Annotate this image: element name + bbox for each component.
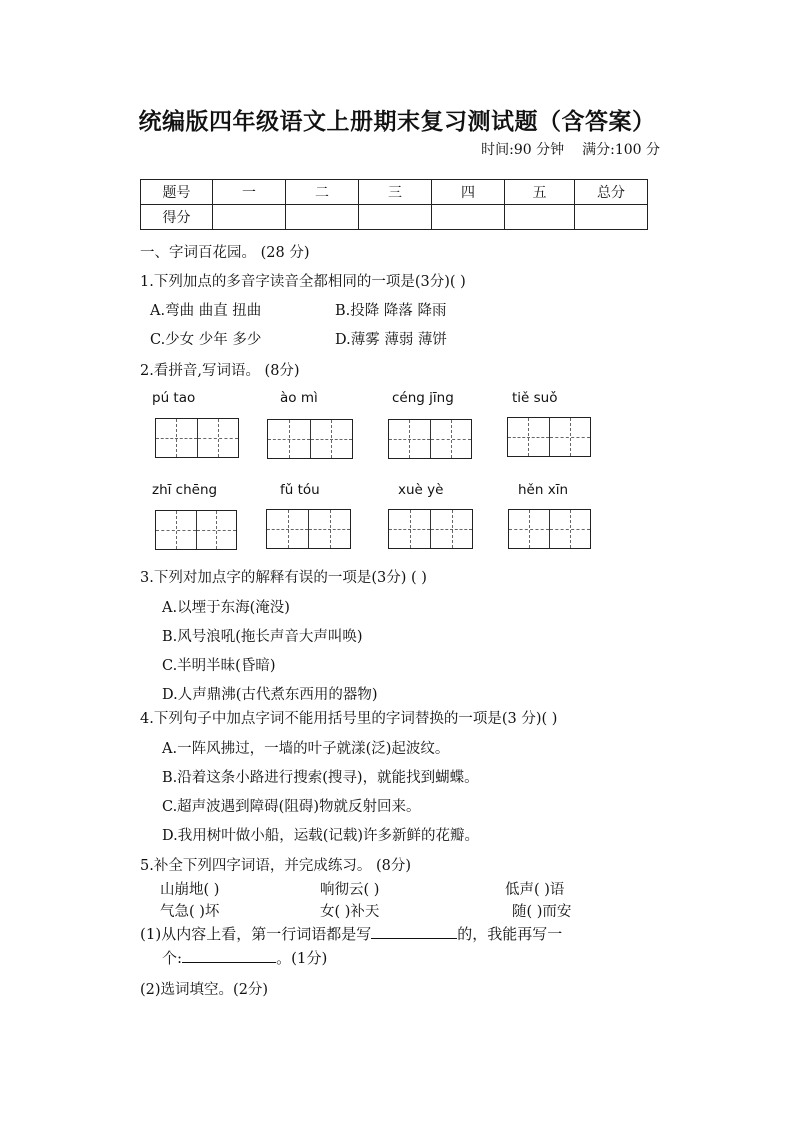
q5-sub1-text: (1)从内容上看，第一行词语都是写 bbox=[140, 925, 372, 943]
score-header-cell: 总分 bbox=[575, 180, 648, 205]
score-table-header-row bbox=[141, 180, 648, 205]
writing-grid[interactable] bbox=[267, 419, 353, 459]
pinyin-label: xuè yè bbox=[398, 482, 444, 498]
answer-blank[interactable] bbox=[182, 948, 276, 963]
idiom-blank: 山崩地( ) bbox=[160, 882, 220, 898]
score-header-cell: 题号 bbox=[141, 180, 213, 205]
score-header-cell: 三 bbox=[359, 180, 432, 205]
q5-sub1-text: 的，我能再写一 bbox=[457, 925, 563, 943]
q4-option-b: B.沿着这条小路进行搜索(搜寻)，就能找到蝴蝶。 bbox=[162, 770, 479, 786]
q3-option-c: C.半明半昧(昏暗) bbox=[162, 658, 276, 674]
q2-stem: 2.看拼音,写词语。 (8分) bbox=[140, 363, 300, 379]
q5-sub1-line1 bbox=[140, 923, 562, 944]
q5-stem: 5.补全下列四字词语，并完成练习。 (8分) bbox=[140, 858, 411, 874]
exam-meta bbox=[463, 139, 660, 159]
score-header-cell: 五 bbox=[505, 180, 575, 205]
writing-grid[interactable] bbox=[266, 509, 351, 549]
pinyin-label: ào mì bbox=[280, 390, 318, 406]
writing-grid[interactable] bbox=[508, 509, 591, 549]
q5-sub1-line2 bbox=[162, 947, 327, 968]
q4-option-d: D.我用树叶做小船，运载(记载)许多新鲜的花瓣。 bbox=[162, 828, 480, 844]
idiom-blank: 低声( )语 bbox=[505, 882, 565, 898]
score-cell[interactable] bbox=[213, 205, 286, 230]
score-cell[interactable] bbox=[359, 205, 432, 230]
pinyin-label: tiě suǒ bbox=[512, 390, 558, 406]
q4-stem: 4.下列句子中加点字词不能用括号里的字词替换的一项是(3 分)( ) bbox=[140, 711, 558, 727]
idiom-blank: 随( )而安 bbox=[512, 904, 572, 920]
writing-grid[interactable] bbox=[388, 419, 472, 459]
q3-option-b: B.风号浪吼(拖长声音大声叫唤) bbox=[162, 629, 363, 645]
score-cell[interactable] bbox=[575, 205, 648, 230]
answer-blank[interactable] bbox=[371, 924, 457, 939]
q3-option-a: A.以堙于东海(淹没) bbox=[162, 600, 290, 616]
q1-option-c: C.少女 少年 多少 bbox=[150, 332, 262, 348]
pinyin-label: céng jīng bbox=[392, 390, 454, 406]
score-row-label: 得分 bbox=[141, 205, 213, 230]
score-cell[interactable] bbox=[432, 205, 505, 230]
score-table bbox=[140, 179, 648, 230]
page-title: 统编版四年级语文上册期末复习测试题（含答案） bbox=[138, 109, 656, 135]
writing-grid[interactable] bbox=[155, 418, 239, 458]
q4-option-a: A.一阵风拂过，一墙的叶子就漾(泛)起波纹。 bbox=[162, 741, 450, 757]
idiom-blank: 气急( )坏 bbox=[160, 904, 220, 920]
pinyin-label: hěn xīn bbox=[518, 482, 569, 498]
pinyin-label: fǔ tóu bbox=[280, 482, 320, 498]
q1-option-d: D.薄雾 薄弱 薄饼 bbox=[335, 332, 447, 348]
score-table-score-row bbox=[141, 205, 648, 230]
idiom-blank: 女( )补天 bbox=[320, 904, 380, 920]
score-cell[interactable] bbox=[505, 205, 575, 230]
idiom-blank: 响彻云( ) bbox=[320, 882, 380, 898]
score-header-cell: 一 bbox=[213, 180, 286, 205]
q1-option-b: B.投降 降落 降雨 bbox=[335, 303, 447, 319]
q4-option-c: C.超声波遇到障碍(阻碍)物就反射回来。 bbox=[162, 799, 421, 815]
q1-stem: 1.下列加点的多音字读音全都相同的一项是(3分)( ) bbox=[140, 274, 466, 290]
q5-sub1-text: 。(1分) bbox=[276, 949, 328, 967]
score-header-cell: 二 bbox=[286, 180, 359, 205]
pinyin-label: zhī chēng bbox=[152, 482, 218, 498]
score-cell[interactable] bbox=[286, 205, 359, 230]
q5-sub2: (2)选词填空。(2分) bbox=[140, 982, 269, 998]
q3-stem: 3.下列对加点字的解释有误的一项是(3分) ( ) bbox=[140, 570, 427, 586]
q3-option-d: D.人声鼎沸(古代煮东西用的器物) bbox=[162, 687, 378, 703]
exam-time: 时间:90 分钟 bbox=[481, 142, 565, 158]
q5-sub1-text: 个: bbox=[162, 949, 183, 967]
score-header-cell: 四 bbox=[432, 180, 505, 205]
writing-grid[interactable] bbox=[388, 509, 473, 549]
writing-grid[interactable] bbox=[155, 510, 237, 550]
section-heading: 一、字词百花园。 (28 分) bbox=[140, 245, 310, 261]
pinyin-label: pú tao bbox=[152, 390, 196, 406]
writing-grid[interactable] bbox=[507, 417, 591, 457]
q1-option-a: A.弯曲 曲直 扭曲 bbox=[150, 303, 262, 319]
exam-full-score: 满分:100 分 bbox=[582, 142, 660, 158]
